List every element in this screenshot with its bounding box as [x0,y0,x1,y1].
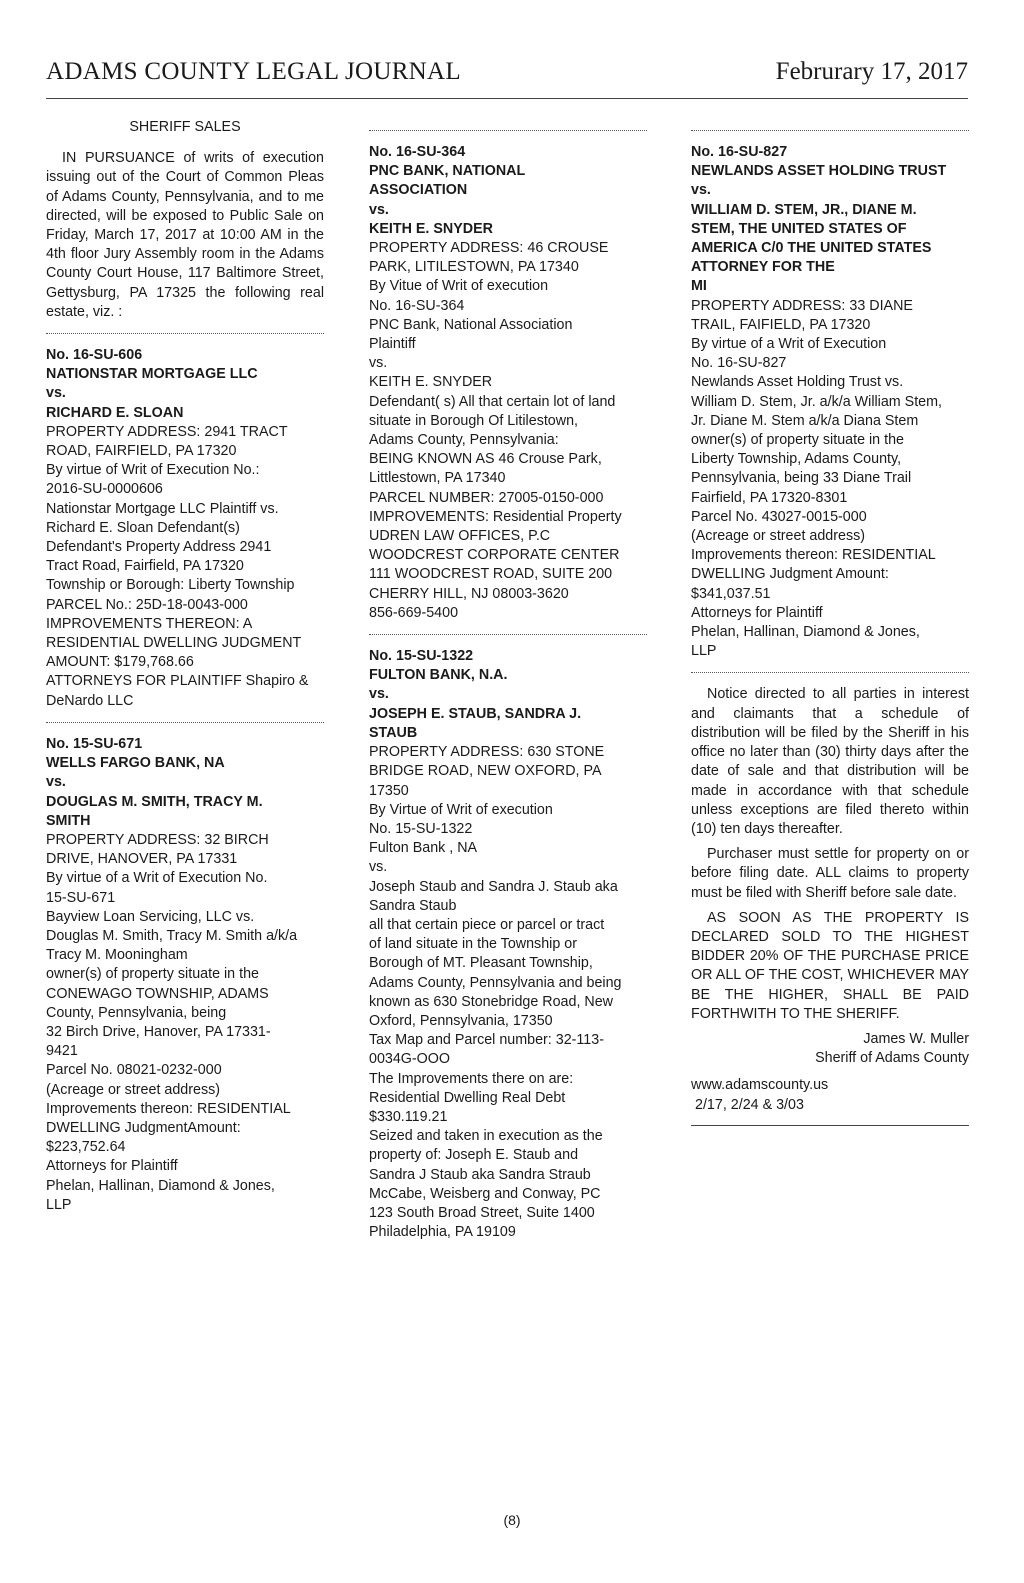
case-plaintiff: PNC BANK, NATIONAL ASSOCIATION [369,163,526,199]
case-details: PROPERTY ADDRESS: 32 BIRCH DRIVE, HANOVER, PA 17331 By virtue of a Writ of Execution No. 15-SU-671 Bayview Loan Servicing, LLC vs. Douglas M. Smith, Tracy M. Smith a/k/a Tracy M. Mooningham owner(s) of property situate in the CONEWAGO TOWNSHIP, ADAMS County, Pennsylvania, being 32 Birch Drive, Hanover, PA 17331- 9421 Parcel No. 08021-0232-000 (Acreage or street address) Improvements thereon: RESIDENTIAL DWELLING JudgmentAmount: $223,752.64 Attorneys for Plaintiff Phelan, Hallinan, Diamond & Jones, LLP [46,831,298,1213]
payment-notice: AS SOON AS THE PROPERTY IS DECLARED SOLD TO THE HIGHEST BIDDER 20% OF THE PURCHASE PRICE OR ALL OF THE COST, WHICHEVER MAY BE THE HIGHER, SHALL BE PAID FORTHWITH TO THE SHERIFF. [691,909,969,1022]
end-rule [691,1125,969,1126]
case-plaintiff: NEWLANDS ASSET HOLDING TRUST [691,163,947,180]
dotted-divider [691,130,969,131]
section-heading: SHERIFF SALES [129,119,241,135]
dotted-divider [46,722,324,723]
case-details: PROPERTY ADDRESS: 2941 TRACT ROAD, FAIRFIELD, PA 17320 By virtue of Writ of Execution No.: 2016-SU-0000606 Nationstar Mortgage LLC Plaintiff vs. Richard E. Sloan Defendant(s) Defendant's Property Address 2941 Tract Road, Fairfield, PA 17320 Township or Borough: Liberty Township PARCEL No.: 25D-18-0043-000 IMPROVEMENTS THEREON: A RESIDENTIAL DWELLING JUDGMENT AMOUNT: $179,768.66 ATTORNEYS FOR PLAINTIFF Shapiro & DeNardo LLC [46,423,309,709]
case-15-su-671 [46,735,324,1215]
case-defendant: KEITH E. SNYDER [369,220,493,237]
case-details: PROPERTY ADDRESS: 630 STONE BRIDGE ROAD, NEW OXFORD, PA 17350 By Virtue of Writ of execution No. 15-SU-1322 Fulton Bank , NA vs. Joseph Staub and Sandra J. Staub aka Sandra Staub all that certain piece or parcel or tract of land situate in the Township or Borough of MT. Pleasant Township, Adams County, Pennsylvania and being known as 630 Stonebridge Road, New Oxford, Pennsylvania, 17350 Tax Map and Parcel number: 32-113- 0034G-OOO The Improvements there on are: Residential Dwelling Real Debt $330.119.21 Seized and taken in execution as the property of: Joseph E. Staub and Sandra J Staub aka Sandra Straub McCabe, Weisberg and Conway, PC 123 South Broad Street, Suite 1400 Philadelphia, PA 19109 [369,744,622,1241]
case-defendant: DOUGLAS M. SMITH, TRACY M. SMITH [46,793,263,829]
dotted-divider [369,634,647,635]
case-16-su-827 [691,143,969,661]
case-16-su-364 [369,143,647,623]
case-number: No. 15-SU-1322 [369,648,474,665]
case-vs: vs. [369,201,389,218]
distribution-notice: Notice directed to all parties in interest and claimants that a schedule of distribution will be filed by the Sheriff in his office no later than (30) thirty days after the date of sale and that distribution will be made in accordance with that schedule unless exceptions are filed thereto within (10) ten days thereafter. [691,686,969,837]
case-defendant: WILLIAM D. STEM, JR., DIANE M. STEM, THE UNITED STATES OF AMERICA C/0 THE UNITED STATES ATTORNEY FOR THE MI [691,201,932,295]
case-number: No. 16-SU-606 [46,347,143,364]
signer-name: James W. Muller [863,1030,969,1047]
signer-title: Sheriff of Adams County [815,1050,969,1067]
case-defendant: JOSEPH E. STAUB, SANDRA J. STAUB [369,705,582,741]
column-2 [369,118,647,1242]
page-number: (8) [503,1512,521,1528]
case-number: No. 15-SU-671 [46,735,143,752]
case-plaintiff: NATIONSTAR MORTGAGE LLC [46,366,258,383]
case-16-su-606 [46,346,324,711]
case-vs: vs. [691,182,711,199]
dotted-divider [691,672,969,673]
publication-dates: 2/17, 2/24 & 3/03 [695,1096,804,1113]
dotted-divider [46,333,324,334]
case-defendant: RICHARD E. SLOAN [46,404,184,421]
journal-title: ADAMS COUNTY LEGAL JOURNAL [46,58,461,85]
case-15-su-1322 [369,647,647,1242]
case-number: No. 16-SU-827 [691,144,788,160]
dotted-divider [369,130,647,131]
case-details: PROPERTY ADDRESS: 46 CROUSE PARK, LITILESTOWN, PA 17340 By Vitue of Writ of execution No. 16-SU-364 PNC Bank, National Association Plaintiff vs. KEITH E. SNYDER Defendant( s) All that certain lot of land situate in Borough Of Litilestown, Adams County, Pennsylvania: BEING KNOWN AS 46 Crouse Park, Littlestown, PA 17340 PARCEL NUMBER: 27005-0150-000 IMPROVEMENTS: Residential Property UDREN LAW OFFICES, P.C WOODCREST CORPORATE CENTER 111 WOODCREST ROAD, SUITE 200 CHERRY HILL, NJ 08003-3620 856-669-5400 [369,240,622,621]
purchaser-notice: Purchaser must settle for property on or before filing date. ALL claims to property must be filed with Sheriff before sale date. [691,846,969,901]
page-header [46,58,968,99]
case-details: PROPERTY ADDRESS: 33 DIANE TRAIL, FAIFIELD, PA 17320 By virtue of a Writ of Execution No. 16-SU-827 Newlands Asset Holding Trust vs. William D. Stem, Jr. a/k/a William Stem, Jr. Diane M. Stem a/k/a Diana Stem owner(s) of property situate in the Liberty Township, Adams County, Pennsylvania, being 33 Diane Trail Fairfield, PA 17320-8301 Parcel No. 43027-0015-000 (Acreage or street address) Improvements thereon: RESIDENTIAL DWELLING Judgment Amount: $341,037.51 Attorneys for Plaintiff Phelan, Hallinan, Diamond & Jones, LLP [691,297,943,660]
issue-date: Februrary 17, 2017 [775,58,968,85]
case-plaintiff: FULTON BANK, N.A. [369,667,508,684]
case-vs: vs. [46,774,66,791]
case-vs: vs. [46,385,66,402]
case-plaintiff: WELLS FARGO BANK, NA [46,755,225,772]
website-link[interactable]: www.adamscounty.us [691,1077,829,1094]
column-3 [691,118,969,1126]
intro-paragraph: IN PURSUANCE of writs of execution issuing out of the Court of Common Pleas of Adams County, Pennsylvania, and to me directed, will be exposed to Public Sale on Friday, March 17, 2017 at 10:00 AM in the 4th floor Jury Assembly room in the Adams County Court House, 117 Baltimore Street, Gettysburg, PA 17325 the following real estate, viz. : [46,150,324,320]
column-1 [46,118,324,1215]
case-vs: vs. [369,686,389,703]
case-number: No. 16-SU-364 [369,144,466,160]
